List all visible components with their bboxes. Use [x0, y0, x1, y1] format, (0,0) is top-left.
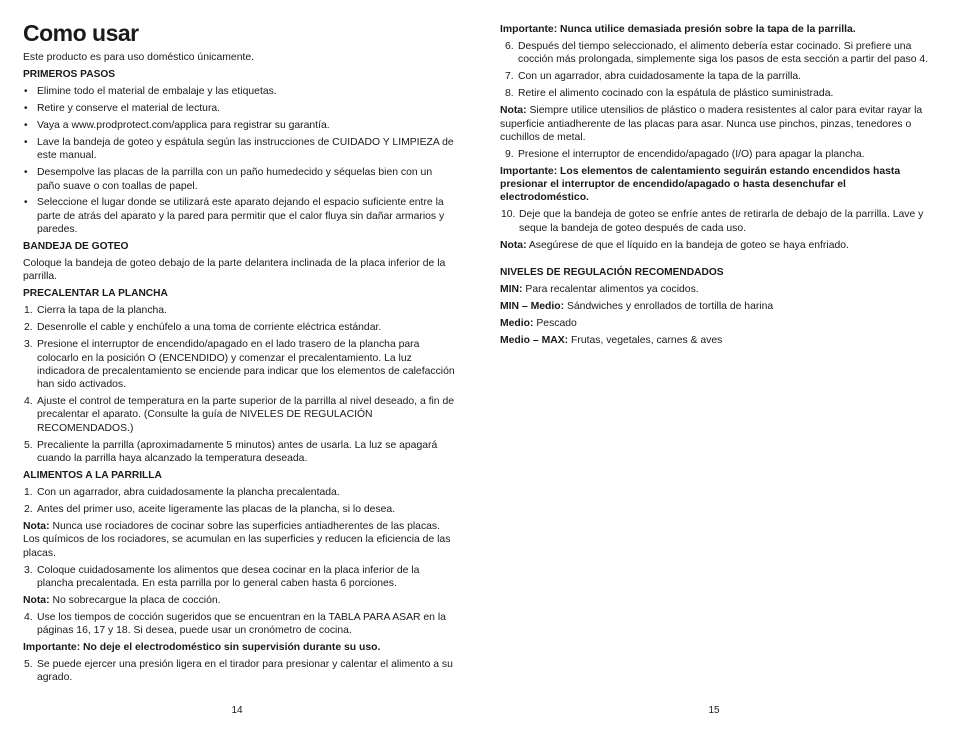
- list-item: • Elimine todo el material de embalaje y las etiquetas.: [23, 85, 457, 98]
- list-item: 10. Deje que la bandeja de goteo se enfríe antes de retirarla de debajo de la parrilla. Lave y seque la bandeja de goteo después de cada uso.: [501, 209, 924, 234]
- important-text: Importante: Nunca utilice demasiada presión sobre la tapa de la parrilla.: [500, 24, 856, 35]
- list-item: • Desempolve las placas de la parrilla con un paño humedecido y séquelas bien con un paño suave o con toallas de papel.: [23, 166, 457, 193]
- list-item: 1. Con un agarrador, abra cuidadosamente la plancha precalentada.: [24, 487, 340, 498]
- list-item: 5. Precaliente la parrilla (aproximadamente 5 minutos) antes de usarla. La luz se apagará cuando la parrilla haya alcanzado la temperatura deseada.: [24, 439, 438, 465]
- important-text: Importante: No deje el electrodoméstico sin supervisión durante su uso.: [23, 642, 381, 654]
- list-item: • Vaya a www.prodprotect.com/applica para registrar su garantía.: [23, 119, 457, 132]
- note-text: Nota: No sobrecargue la placa de cocción.: [23, 594, 221, 606]
- list-item: • Retire y conserve el material de lectura.: [23, 102, 457, 115]
- page-title: Como usar: [23, 20, 139, 46]
- section-heading-bandeja-de-goteo: BANDEJA DE GOTEO: [23, 241, 129, 253]
- note-text: Nota: Asegúrese de que el líquido en la bandeja de goteo se haya enfriado.: [500, 239, 849, 251]
- list-item: 7. Con un agarrador, abra cuidadosamente la tapa de la parrilla.: [505, 71, 802, 83]
- alimentos-list-e: [500, 40, 934, 101]
- list-item: 6. Después del tiempo seleccionado, el alimento debería estar cocinado. Si prefiere una cocción más prolongada, simplemente siga los pasos de esta sección a partir del paso 4.: [505, 40, 929, 66]
- level-row: Medio – MAX: Frutas, vegetales, carnes & aves: [500, 334, 723, 346]
- level-row: MIN: Para recalentar alimentos ya cocidos.: [500, 283, 699, 295]
- bandeja-text: Coloque la bandeja de goteo debajo de la parte delantera inclinada de la placa inferior de la parrilla.: [23, 258, 446, 283]
- right-page: [477, 0, 954, 738]
- primeros-pasos-list: [23, 85, 457, 236]
- list-item: 3. Coloque cuidadosamente los alimentos que desea cocinar en la placa inferior de la plancha precalentada. En esta parrilla por lo general caben hasta 6 porciones.: [24, 564, 420, 589]
- list-item: 8. Retire el alimento cocinado con la espátula de plástico suministrada.: [505, 88, 834, 100]
- list-item: 3. Presione el interruptor de encendido/apagado en el lado trasero de la plancha para colocarlo en la posición O (ENCENDIDO) y comenzar el precalentamiento. La luz indicadora de precalentamiento se enciende para indicar que los elementos de calefacción han sido activados.: [24, 339, 455, 391]
- list-item: 2. Desenrolle el cable y enchúfelo a una toma de corriente eléctrica estándar.: [24, 322, 382, 334]
- alimentos-list-c: [23, 611, 457, 638]
- list-item: 4. Ajuste el control de temperatura en la parte superior de la parrilla al nivel deseado, a fin de precalentar el aparato. (Consulte la guía de NIVELES DE REGULACIÓN RECOMENDADOS.): [24, 396, 455, 434]
- level-row: MIN – Medio: Sándwiches y enrollados de tortilla de harina: [500, 300, 774, 312]
- level-row: Medio: Pescado: [500, 317, 577, 329]
- note-text: Nota: Siempre utilice utensilios de plástico o madera resistentes al calor para evitar rayar la superficie antiadherente de las placas para asar. Nunca use pinchos, pinzas, tenedores o cuchillos de metal.: [500, 105, 923, 143]
- section-heading-precalentar: PRECALENTAR LA PLANCHA: [23, 288, 168, 300]
- page-number: 14: [231, 705, 243, 716]
- alimentos-list-d: [23, 658, 457, 685]
- list-item: 4. Use los tiempos de cocción sugeridos que se encuentran en la TABLA PARA ASAR en la páginas 16, 17 y 18. Si desea, puede usar un cronómetro de cocina.: [24, 611, 446, 637]
- alimentos-list-a: [23, 486, 457, 516]
- page-number: 15: [708, 705, 720, 716]
- alimentos-list-g: [500, 208, 934, 235]
- note-text: Nota: Nunca use rociadores de cocinar sobre las superficies antiadherentes de las placas. Los químicos de los rociadores, se acumulan en las superficies y reducen la eficiencia de las placas.: [23, 520, 451, 559]
- list-item: • Lave la bandeja de goteo y espátula según las instrucciones de CUIDADO Y LIMPIEZA de este manual.: [23, 136, 457, 163]
- list-item: 2. Antes del primer uso, aceite ligeramente las placas de la plancha, si lo desea.: [24, 503, 396, 515]
- alimentos-list-f: [500, 148, 934, 161]
- precalentar-list: [23, 304, 457, 465]
- section-heading-primeros-pasos: PRIMEROS PASOS: [23, 68, 116, 80]
- list-item: 1. Cierra la tapa de la plancha.: [24, 305, 167, 317]
- list-item: • Seleccione el lugar donde se utilizará este aparato dejando el espacio suficiente entre la parte de atrás del aparato y la pared para permitir que el calor fluya sin dañar armarios y paredes.: [23, 196, 457, 236]
- alimentos-list-b: [23, 564, 457, 591]
- important-text: Importante: Los elementos de calentamiento seguirán estando encendidos hasta presionar el interruptor de encendido/apagado o hasta desenchufar el electrodoméstico.: [500, 165, 901, 204]
- intro-text: Este producto es para uso doméstico únicamente.: [23, 52, 255, 63]
- list-item: 9. Presione el interruptor de encendido/apagado (I/O) para apagar la plancha.: [505, 148, 865, 160]
- list-item: 5. Se puede ejercer una presión ligera en el tirador para presionar y calentar el alimento a su agrado.: [24, 659, 453, 684]
- section-heading-niveles: NIVELES DE REGULACIÓN RECOMENDADOS: [500, 266, 724, 278]
- section-heading-alimentos: ALIMENTOS A LA PARRILLA: [23, 470, 162, 482]
